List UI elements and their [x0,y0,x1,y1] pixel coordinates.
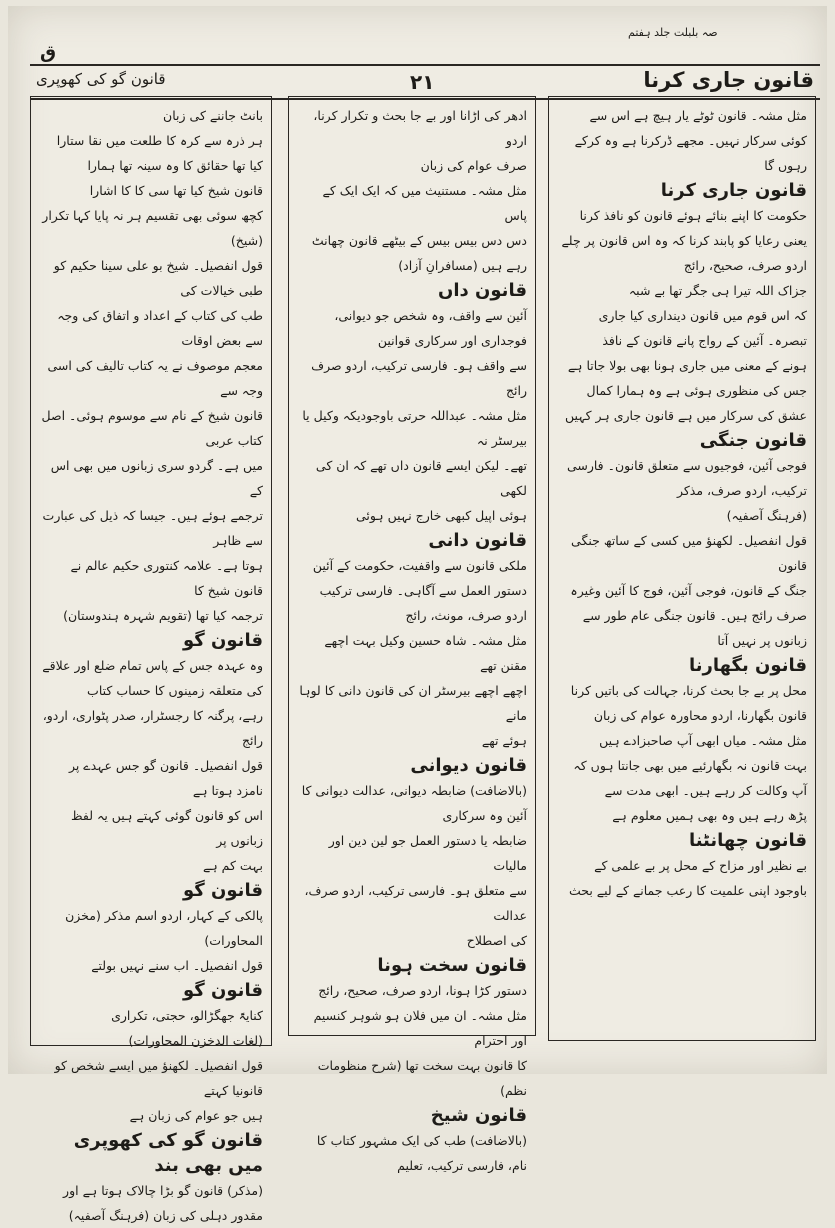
text-line: قول انفصیل۔ قانون گو جس عہدے پر نامزد ہوتا ہے [68,758,263,798]
entry-headword: قانون دانی [428,530,527,551]
text-line: کنایۃً جھگڑالو، حجتی، تکراری [111,1008,263,1023]
text-line: جزاک اللہ تیرا ہی جگر تھا بے شبہ [628,283,807,298]
entry-headword: قانون دیوانی [410,755,527,776]
text-line: اردو صرف، صحیح، رائج [683,258,807,273]
text-line: ہوئے تھے [481,733,527,748]
entry-headword: قانون شیخ [430,1105,527,1126]
text-line: بانٹ جاننے کی زبان [163,108,263,123]
text-line: رہے ہیں (مسافرانِ آزاد) [398,258,527,273]
entry-headword: قانون گو [183,630,263,651]
entry-headword: قانون داں [438,280,527,301]
text-line: ملکی قانون سے واقفیت، حکومت کے آئین دستور العمل سے آگاہی۔ فارسی ترکیب [312,558,527,598]
text-line: بہت قانون نہ بگھارئیے میں بھی جانتا ہوں کہ [573,758,807,773]
text-line: (بالاضافت) طب کی ایک مشہور کتاب کا نام، فارسی ترکیب، تعلیم [316,1133,527,1173]
text-line: ہوتا ہے۔ علامہ کنتوری حکیم عالم نے قانون شیخ کا [70,558,263,598]
text-line: بہت کم ہے [203,858,263,873]
text-line: قانون شیخ کیا تھا سی کا کا اشارا [89,183,263,198]
entry-headword: قانون گو کی کھوپری میں بھی بند [73,1130,263,1176]
text-line: حکومت کا اپنے بنائے ہوئے قانون کو نافذ کرنا [579,208,807,223]
text-line: دس دس بیس بیس کے بیٹھے قانون چھانٹ [311,233,527,248]
text-line: جس کی منظوری ہوئی ہے وہ ہمارا کمال [586,383,807,398]
text-line: آئین سے واقف، وہ شخص جو دیوانی، فوجداری اور سرکاری قوانین [334,308,527,348]
text-line: مثل مشہ۔ میاں ابھی آپ صاحبزادے ہیں [599,733,807,748]
text-line: رائج [505,383,527,398]
text-line: مثل مشہ۔ مستنیث میں کہ ایک ایک کے پاس [322,183,527,223]
text-line: باوجود اپنی علمیت کا رعب جمانے کے لیے بحث [569,883,807,898]
text-line: مثل مشہ۔ قانون ٹوٹے یار ہیچ ہے اس سے [589,108,807,123]
text-line: (مذکر) قانون گو بڑا چالاک ہوتا ہے اور مقدور دہلی کی زبان (فرہنگ آصفیہ) [63,1183,263,1223]
text-line: ہیں جو عوام کی زبان ہے [129,1108,263,1123]
text-line: (فرہنگ آصفیہ) [726,508,807,523]
text-line: تبصرہ۔ آئین کے رواج پانے قانون کے نافذ [602,333,807,348]
text-line: مثل مشہ۔ ان میں فلان ہو شوہر کنسیم اور احترام [313,1008,527,1048]
text-line: سے واقف ہو۔ فارسی ترکیب، اردو صرف [311,358,527,373]
entry-headword: قانون سخت ہونا [377,955,527,976]
text-line: قول انفصیل۔ لکھنؤ میں ایسے شخص کو قانونیا کہتے [54,1058,263,1098]
text-line: تھے۔ لیکن ایسے قانون داں تھے کہ ان کی لکھی [315,458,527,498]
entry-headword: قانون چھانٹنا [688,830,807,851]
text-line: اس کو قانون گوئی کہتے ہیں یہ لفظ زبانوں پر [71,808,263,848]
text-line: سے متعلق ہو۔ فارسی ترکیب، اردو صرف، عدالت [304,883,527,923]
text-line: ہونے کے معنی میں جاری ہونا بھی بولا جاتا ہے [567,358,807,373]
text-line: جنگ کے قانون، فوجی آئین، فوج کا آئین وغیرہ [570,583,807,598]
text-line: کا قانون بہت سخت تھا (شرح منظومات نظم) [317,1058,527,1098]
text-line: رہے، پرگنہ کا رجسٹرار، صدر پٹواری، اردو، رائج [42,708,263,748]
text-line: اردو صرف، مونث، رائج [405,608,527,623]
text-line: محل پر بے جا بحث کرنا، جہالت کی باتیں کرنا [570,683,807,698]
column-center [288,96,536,1173]
text-line: میں ہے۔ گردو سری زبانوں میں بھی اس کے [50,458,263,498]
text-line: کچھ سوئی بھی تقسیم ہر نہ پایا کہا تکرار (شیخ) [42,208,263,248]
text-line: طب کی کتاب کے اعداد و اتفاق کی وجہ سے بعض اوقات [57,308,263,348]
text-line: فوجی آئین، فوجیوں سے متعلق قانون۔ فارسی ترکیب، اردو صرف، مذکر [566,458,807,498]
text-line: قول انفصیل۔ شیخ بو علی سینا حکیم کو طبی خیالات کی [53,258,263,298]
text-line: زبانوں پر نہیں آتا [717,633,807,648]
text-line: معجم موصوف نے یہ کتاب تالیف کی اسی وجہ سے [47,358,263,398]
text-line: ادھر کی اڑانا اور بے جا بحث و تکرار کرنا، اردو [313,108,527,148]
column-right [548,96,816,1041]
entry-headword: قانون گو [183,880,263,901]
text-line: مثل مشہ۔ عبداللہ حرتی باوجودیکہ وکیل یا بیرسٹر نہ [302,408,527,448]
entry-headword: قانون گو [183,980,263,1001]
text-line: کی اصطلاح [466,933,527,948]
text-line: (بالاضافت) ضابطہ دیوانی، عدالت دیوانی کا آئین وہ سرکاری [301,783,527,823]
text-line: وہ عہدہ جس کے پاس تمام ضلع اور علاقے کی متعلقہ زمینوں کا حساب کتاب [42,658,263,698]
text-line: (لغات الدخزن المحاورات) [128,1033,263,1048]
text-line: قانون بگھارنا، اردو محاورہ عوام کی زبان [593,708,807,723]
text-line: بے نظیر اور مزاح کے محل پر بے علمی کے [594,858,807,873]
text-line: ترجمہ کیا تھا (تقویم شہرہ ہندوستان) [63,608,263,623]
text-line: ترجمے ہوئے ہیں۔ جیسا کہ ذیل کی عبارت سے ظاہر [42,508,263,548]
page-header [30,64,820,100]
header-title-right: قانون جاری کرنا [643,68,814,92]
text-line: ضابطہ یا دستور العمل جو لین دین اور مالیات [328,833,527,873]
text-line: قانون شیخ کے نام سے موسوم ہوئی۔ اصل کتاب عربی [41,408,263,448]
header-title-left: قانون گو کی کھوپری [36,70,166,88]
text-line: یعنی رعایا کو پابند کرنا کہ وہ اس قانون پر چلے [561,233,807,248]
text-line: کوئی سرکار نہیں۔ مجھے ڈرکرنا ہے وہ کرکے رہوں گا [574,133,807,173]
text-line: صرف عوام کی زبان [420,158,527,173]
text-line: عشق کی سرکار میں ہے قانون جاری ہر کہیں [564,408,807,423]
text-line: مثل مشہ۔ شاہ حسین وکیل بہت اچھے مقنن تھے [324,633,527,673]
text-line: پالکی کے کہار، اردو اسم مذکر (مخزن المحاورات) [65,908,263,948]
text-line: صرف رائج ہیں۔ قانون جنگی عام طور سے [582,608,807,623]
text-line: آپ وکالت کر رہے ہیں۔ ابھی مدت سے [604,783,807,798]
top-note: صہ بلبلت جلد ہفتم [628,26,718,39]
column-left [30,96,272,1223]
text-line: دستور کڑا ہونا، اردو صرف، صحیح، رائج [318,983,527,998]
text-line: پڑھ رہے ہیں وہ بھی ہمیں معلوم ہے [612,808,807,823]
text-line: قول انفصیل۔ اب سنے نہیں بولتے [91,958,263,973]
text-line: کہ اس قوم میں قانون دینداری کیا جاری [598,308,807,323]
text-line: قول انفصیل۔ لکھنؤ میں کسی کے ساتھ جنگی قانون [571,533,807,573]
text-line: اچھے اچھے بیرسٹر ان کی قانون دانی کا لوہا مانے [299,683,527,723]
text-line: کیا تھا حقائق کا وہ سینہ تھا ہمارا [87,158,263,173]
page-number: ۲۱ [410,70,435,94]
entry-headword: قانون بگھارنا [689,655,807,676]
entry-headword: قانون جاری کرنا [660,180,807,201]
entry-headword: قانون جنگی [699,430,807,451]
text-line: ہوئی اپیل کبھی خارج نہیں ہوئی [355,508,527,523]
text-line: ہر ذرہ سے کرہ کا طلعت میں نقا ستارا [56,133,263,148]
corner-letter: ق [40,42,57,63]
